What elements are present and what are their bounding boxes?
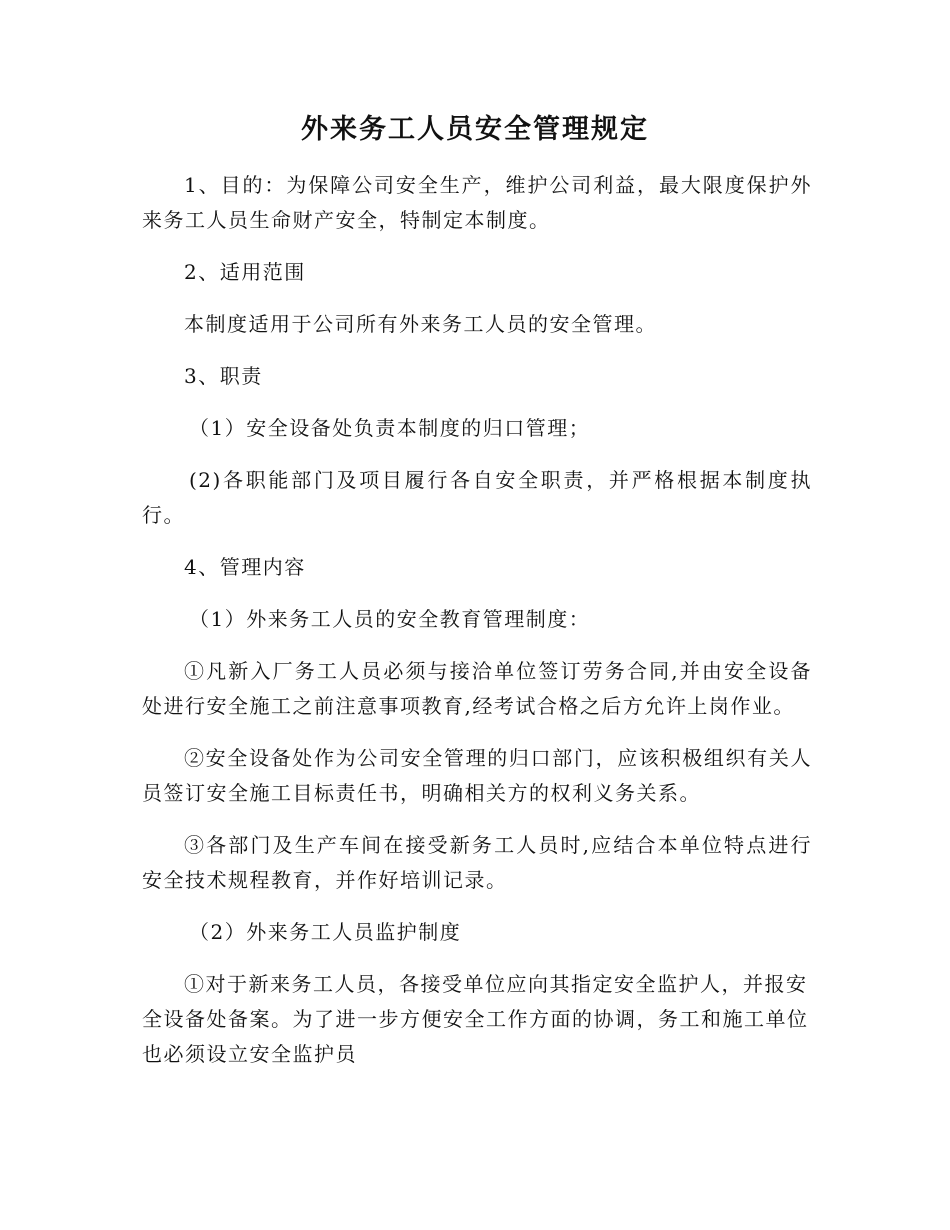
paragraph-supervision-item-1: ①对于新来务工人员，各接受单位应向其指定安全监护人，并报安全设备处备案。为了进一步方便安全工作方面的协调，务工和施工单位也必须设立安全监护员: [142, 972, 809, 1066]
paragraph-responsibility-2: (2)各职能部门及项目履行各自安全职责，并严格根据本制度执行。: [142, 468, 812, 527]
paragraph-education-item-3: ③各部门及生产车间在接受新务工人员时,应结合本单位特点进行安全技术规程教育，并作好培训记录。: [142, 833, 812, 892]
heading-supervision: （2）外来务工人员监护制度: [189, 920, 462, 944]
paragraph-education-item-1: ①凡新入厂务工人员必须与接洽单位签订劳务合同,并由安全设备处进行安全施工之前注意事项教育,经考试合格之后方允许上岗作业。: [142, 659, 812, 718]
heading-management-content: 4、管理内容: [184, 555, 306, 579]
paragraph-responsibility-1: （1）安全设备处负责本制度的归口管理；: [189, 416, 591, 440]
document-title: 外来务工人员安全管理规定: [301, 114, 649, 145]
document-body: [142, 168, 812, 1089]
heading-safety-education: （1）外来务工人员的安全教育管理制度：: [189, 607, 591, 631]
heading-scope: 2、适用范围: [184, 260, 306, 284]
heading-responsibilities: 3、职责: [184, 364, 263, 388]
paragraph-scope: 本制度适用于公司所有外来务工人员的安全管理。: [184, 312, 657, 336]
paragraph-education-item-2: ②安全设备处作为公司安全管理的归口部门，应该积极组织有关人员签订安全施工目标责任书，明确相关方的权利义务关系。: [142, 746, 812, 805]
paragraph-purpose: 1、目的：为保障公司安全生产，维护公司利益，最大限度保护外来务工人员生命财产安全，特制定本制度。: [142, 173, 812, 232]
